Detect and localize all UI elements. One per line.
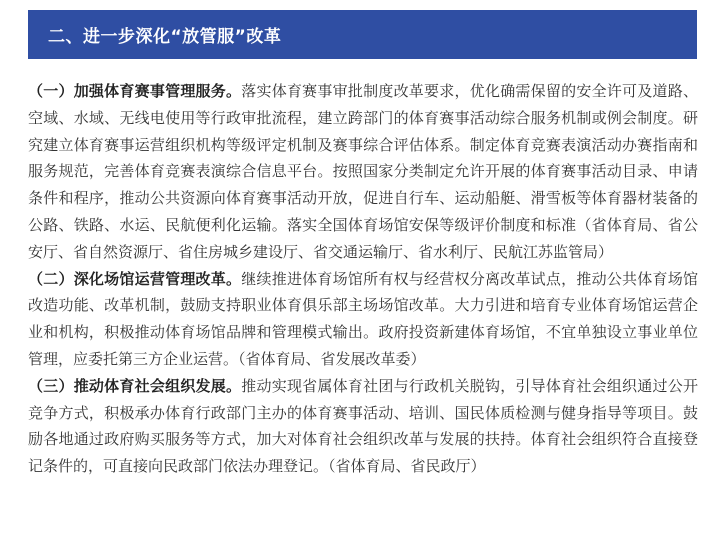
paragraph-body: 推动实现省属体育社团与行政机关脱钩，引导体育社会组织通过公开竞争方式，积极承办体育行政部门主办的体育赛事活动、培训、国民体质检测与健身指导等项目。鼓励各地通过政府购买服务等方式，加大对体育社会组织改革与发展的扶持。体育社会组织符合直接登记条件的，可直接向民政部门依法办理登记。（省体育局、省民政厅） [28, 376, 698, 476]
paragraph-heading: （一）加强体育赛事管理服务。 [28, 82, 242, 100]
paragraph-heading: （二）深化场馆运营管理改革。 [28, 269, 242, 288]
paragraph-venue-operation [28, 266, 698, 373]
paragraph-body: 落实体育赛事审批制度改革要求，优化确需保留的安全许可及道路、空域、水域、无线电使用等行政审批流程，建立跨部门的体育赛事活动综合服务机制或例会制度。研究建立体育赛事运营组织机构等级评定机制及赛事综合评估体系。制定体育竞赛表演活动办赛指南和服务规范，完善体育竞赛表演综合信息平台。按照国家分类制定允许开展的体育赛事活动目录、申请条件和程序，推动公共资源向体育赛事活动开放，促进自行车、运动船艇、滑雪板等体育器材装备的公路、铁路、水运、民航便利化运输。落实全国体育场馆安保等级评价制度和标准（省体育局、省公安厅、省自然资源厅、省住房城乡建设厅、省交通运输厅、省水利厅、民航江苏监管局） [28, 82, 698, 261]
paragraph-social-organizations [28, 373, 698, 480]
section-title: 二、进一步深化“放管服”改革 [48, 27, 282, 47]
section-banner [28, 10, 697, 59]
paragraph-body: 继续推进体育场馆所有权与经营权分离改革试点，推动公共体育场馆改造功能、改革机制，鼓励支持职业体育俱乐部主场场馆改革。大力引进和培育专业体育场馆运营企业和机构，积极推动体育场馆品牌和管理模式输出。政府投资新建体育场馆，不宜单独设立事业单位管理，应委托第三方企业运营。（省体育局、省发展改革委） [28, 269, 698, 368]
paragraph-sports-events [28, 78, 698, 266]
paragraph-heading: （三）推动体育社会组织发展。 [28, 376, 242, 395]
content-body [28, 78, 698, 480]
